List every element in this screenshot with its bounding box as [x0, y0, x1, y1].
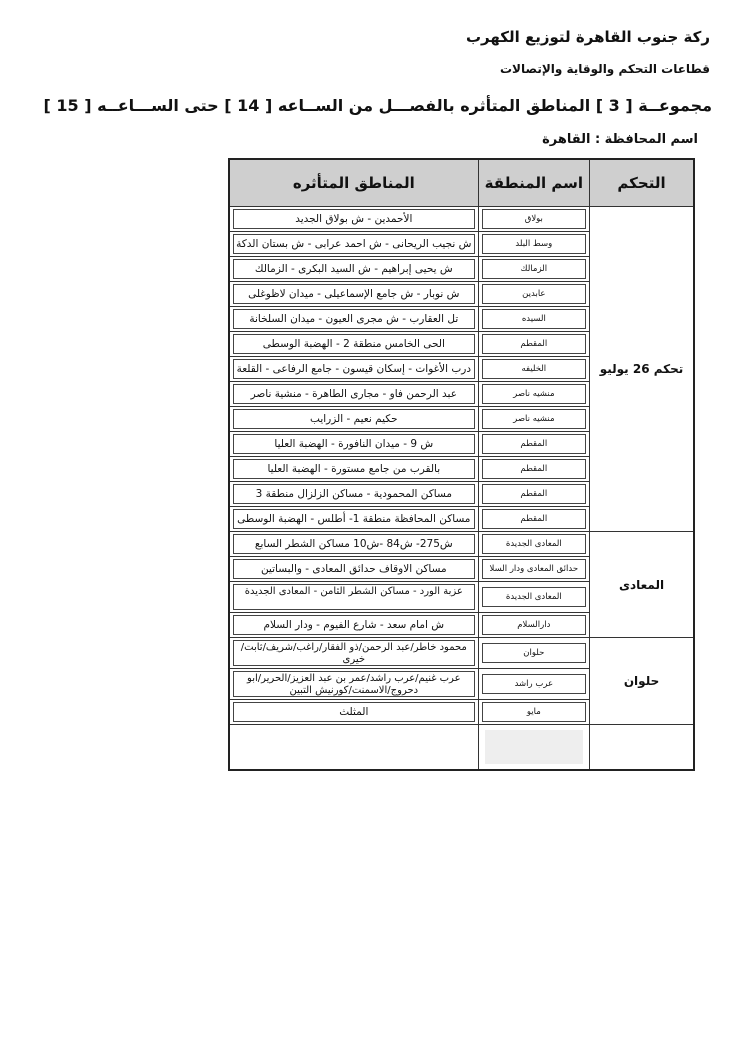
company-name: ركة جنوب القاهرة لتوزيع الكهرب [465, 28, 710, 46]
control-cell: المعادى [590, 532, 694, 638]
zone-name: الخليفه [482, 359, 586, 379]
zone-cell [478, 332, 589, 357]
redacted-zone-cell [478, 725, 589, 771]
areas-text: ش امام سعد - شارع الفيوم - ودار السلام [233, 615, 475, 635]
areas-text: عزبة الورد - مساكن الشطر الثامن - المعادى الجديدة [233, 584, 475, 610]
zone-cell [478, 232, 589, 257]
zone-cell [478, 482, 589, 507]
areas-text: ش يحيى إبراهيم - ش السيد البكرى - الزمالك [233, 259, 475, 279]
areas-text: مساكن الاوقاف حدائق المعادى - والبساتين [233, 559, 475, 579]
zone-name: عابدين [482, 284, 586, 304]
header-areas: المناطق المتأثره [229, 159, 478, 207]
zone-name: حلوان [482, 643, 586, 663]
zone-cell [478, 613, 589, 638]
zone-name: المقطم [482, 434, 586, 454]
zone-cell [478, 700, 589, 725]
areas-cell [229, 357, 478, 382]
redacted-block [485, 730, 583, 764]
zone-name: المقطم [482, 334, 586, 354]
areas-cell [229, 613, 478, 638]
empty-row [229, 725, 694, 771]
zone-name: المعادى الجديدة [482, 587, 586, 607]
table-body [229, 207, 694, 771]
zone-cell [478, 557, 589, 582]
governorate-label: اسم المحافظة : القاهرة [542, 132, 698, 147]
control-cell: حلوان [590, 638, 694, 725]
areas-text: بالقرب من جامع مستورة - الهضبة العليا [233, 459, 475, 479]
areas-text: الأحمدين - ش بولاق الجديد [233, 209, 475, 229]
areas-text: المثلث [233, 702, 475, 722]
outage-table [228, 158, 695, 771]
areas-cell [229, 638, 478, 669]
table-row [229, 532, 694, 557]
areas-cell [229, 457, 478, 482]
table-row [229, 638, 694, 669]
zone-cell [478, 532, 589, 557]
areas-cell [229, 307, 478, 332]
areas-cell [229, 507, 478, 532]
empty-areas-cell [229, 725, 478, 771]
zone-cell [478, 669, 589, 700]
areas-cell [229, 232, 478, 257]
areas-text: ش275- ش84 -ش10 مساكن الشطر السابع [233, 534, 475, 554]
areas-cell [229, 582, 478, 613]
areas-cell [229, 557, 478, 582]
zone-name: السيده [482, 309, 586, 329]
zone-name: المعادى الجديدة [482, 534, 586, 554]
zone-cell [478, 282, 589, 307]
areas-text: محمود خاطر/عبد الرحمن/ذو الفقار/راغب/شريف/ثابت/خيرى [233, 640, 475, 666]
zone-name: منشيه ناصر [482, 409, 586, 429]
areas-cell [229, 332, 478, 357]
zone-name: الزمالك [482, 259, 586, 279]
areas-text: ش نوبار - ش جامع الإسماعيلى - ميدان لاظوغلى [233, 284, 475, 304]
zone-name: المقطم [482, 509, 586, 529]
zone-name: بولاق [482, 209, 586, 229]
zone-name: دارالسلام [482, 615, 586, 635]
zone-name: منشيه ناصر [482, 384, 586, 404]
table-row [229, 207, 694, 232]
zone-name: حدائق المعادى ودار السلا [482, 559, 586, 579]
areas-text: الحى الخامس منطقة 2 - الهضبة الوسطى [233, 334, 475, 354]
areas-text: تل العقارب - ش مجرى العيون - ميدان السلخانة [233, 309, 475, 329]
areas-cell [229, 382, 478, 407]
zone-cell [478, 357, 589, 382]
areas-cell [229, 407, 478, 432]
zone-cell [478, 457, 589, 482]
areas-cell [229, 257, 478, 282]
areas-text: مساكن المحافظة منطقة 1- أطلس - الهضبة الوسطى [233, 509, 475, 529]
areas-cell [229, 282, 478, 307]
zone-name: المقطم [482, 484, 586, 504]
areas-cell [229, 207, 478, 232]
zone-cell [478, 507, 589, 532]
table-header-row [229, 159, 694, 207]
control-cell: تحكم 26 يوليو [590, 207, 694, 532]
zone-cell [478, 257, 589, 282]
header-zone: اسم المنطقة [478, 159, 589, 207]
sector-name: قطاعات التحكم والوقاية والإتصالات [500, 62, 710, 76]
areas-cell [229, 432, 478, 457]
areas-cell [229, 669, 478, 700]
areas-text: عرب غنيم/عرب راشد/عمر بن عبد العزيز/الحرير/ابو دحروج/الاسمنت/كورنيش التبين [233, 671, 475, 697]
zone-cell [478, 382, 589, 407]
areas-text: ش 9 - ميدان النافورة - الهضبة العليا [233, 434, 475, 454]
zone-cell [478, 407, 589, 432]
zone-cell [478, 432, 589, 457]
zone-name: عرب راشد [482, 674, 586, 694]
areas-text: درب الأغوات - إسكان قيسون - جامع الرفاعى - القلعة [233, 359, 475, 379]
zone-cell [478, 207, 589, 232]
zone-cell [478, 638, 589, 669]
areas-cell [229, 700, 478, 725]
zone-name: وسط البلد [482, 234, 586, 254]
areas-text: حكيم نعيم - الزرايب [233, 409, 475, 429]
areas-cell [229, 482, 478, 507]
zone-cell [478, 307, 589, 332]
zone-name: مايو [482, 702, 586, 722]
header-control: التحكم [590, 159, 694, 207]
zone-cell [478, 582, 589, 613]
areas-text: مساكن المحمودية - مساكن الزلزال منطقة 3 [233, 484, 475, 504]
zone-name: المقطم [482, 459, 586, 479]
areas-cell [229, 532, 478, 557]
areas-text: ش نجيب الريحانى - ش احمد عرابى - ش بستان الدكة [233, 234, 475, 254]
empty-control-cell [590, 725, 694, 771]
areas-text: عبد الرحمن فاو - مجارى الطاهرة - منشية ناصر [233, 384, 475, 404]
group-title: مجموعــة [ 3 ] المناطق المتأثره بالفصـــل من الســاعه [ 14 ] حتى الســـاعــه [ 15 ] [43, 96, 712, 115]
